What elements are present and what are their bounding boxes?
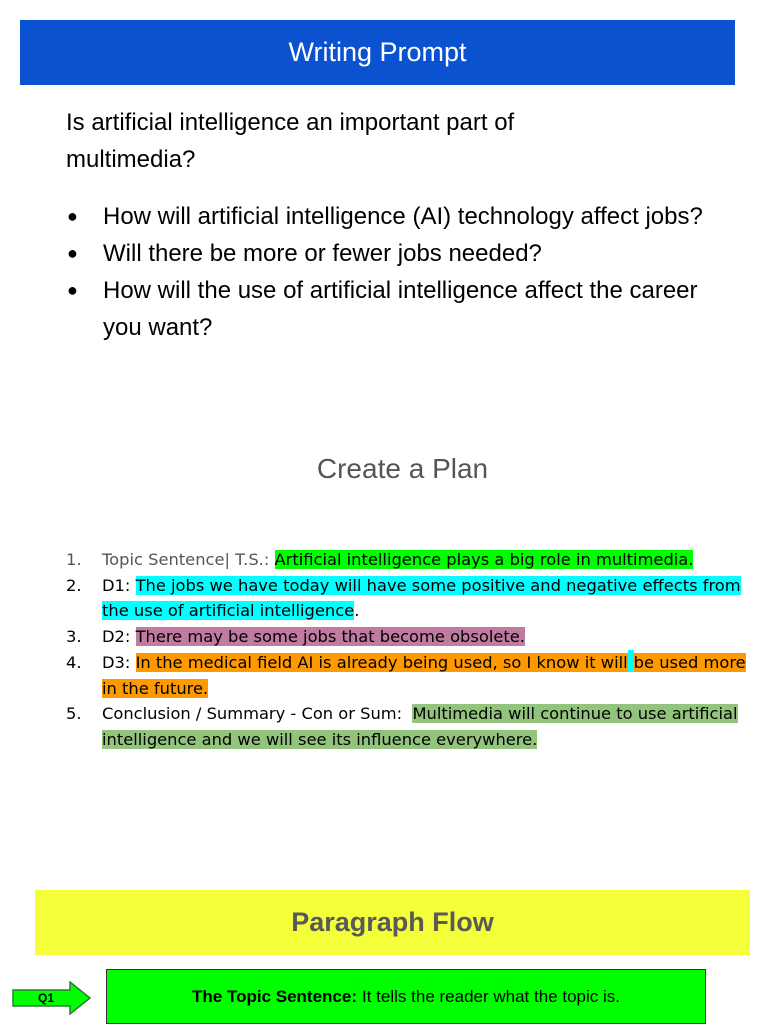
plan-item-number: 3.	[66, 627, 82, 647]
plan-item-text-continued: be used more in the future.	[102, 652, 746, 698]
plan-title: Create a Plan	[316, 453, 489, 484]
plan-list	[66, 547, 746, 753]
plan-item-d3	[66, 650, 746, 701]
paragraph-flow-title: Paragraph Flow	[291, 907, 494, 937]
prompt-bullet: ● How will the use of artificial intelligence affect the career you want?	[66, 272, 706, 346]
plan-item-text: There may be some jobs that become obsolete.	[135, 627, 525, 647]
plan-item-label: D1:	[102, 575, 136, 595]
prompt-bullet: ● Will there be more or fewer jobs needed?	[66, 235, 706, 272]
prompt-bullet: ● How will artificial intelligence (AI) technology affect jobs?	[66, 198, 706, 235]
plan-item-text: In the medical field AI is already being used, so I know it will	[135, 652, 628, 672]
plan-item-d1	[66, 573, 746, 624]
plan-item-label: D3:	[102, 652, 136, 672]
q1-label: Q1	[37, 991, 54, 1005]
plan-item-number: 5.	[66, 704, 82, 724]
plan-item-topic-sentence	[66, 547, 746, 573]
topic-sentence-title: The Topic Sentence:	[192, 986, 358, 1006]
plan-item-number: 1.	[66, 550, 82, 569]
plan-item-label: Topic Sentence| T.S.:	[102, 550, 275, 569]
q1-arrow	[12, 981, 92, 1015]
plan-item-tail: .	[354, 601, 360, 621]
banner-title: Writing Prompt	[288, 37, 467, 67]
plan-item-text: Multimedia will continue to use artificial intelligence and we will see its influence everywhere.	[102, 704, 738, 749]
plan-item-conclusion	[66, 701, 746, 752]
prompt-bullet-list	[66, 198, 706, 346]
plan-item-text: The jobs we have today will have some positive and negative effects from the use of artificial intelligence	[102, 575, 741, 621]
plan-item-label: Conclusion / Summary - Con or Sum:	[102, 704, 413, 724]
topic-sentence-description: It tells the reader what the topic is.	[362, 986, 620, 1006]
highlight-gap-mark	[628, 650, 634, 672]
writing-prompt-banner	[20, 20, 735, 85]
plan-item-label: D2:	[102, 627, 136, 647]
topic-sentence-box	[106, 969, 706, 1024]
plan-item-text: Artificial intelligence plays a big role in multimedia.	[274, 550, 694, 569]
plan-item-d2	[66, 624, 746, 650]
plan-item-number: 4.	[66, 652, 82, 672]
paragraph-flow-banner	[35, 890, 750, 955]
plan-item-number: 2.	[66, 575, 82, 595]
prompt-question: Is artificial intelligence an important part of multimedia?	[66, 109, 515, 173]
